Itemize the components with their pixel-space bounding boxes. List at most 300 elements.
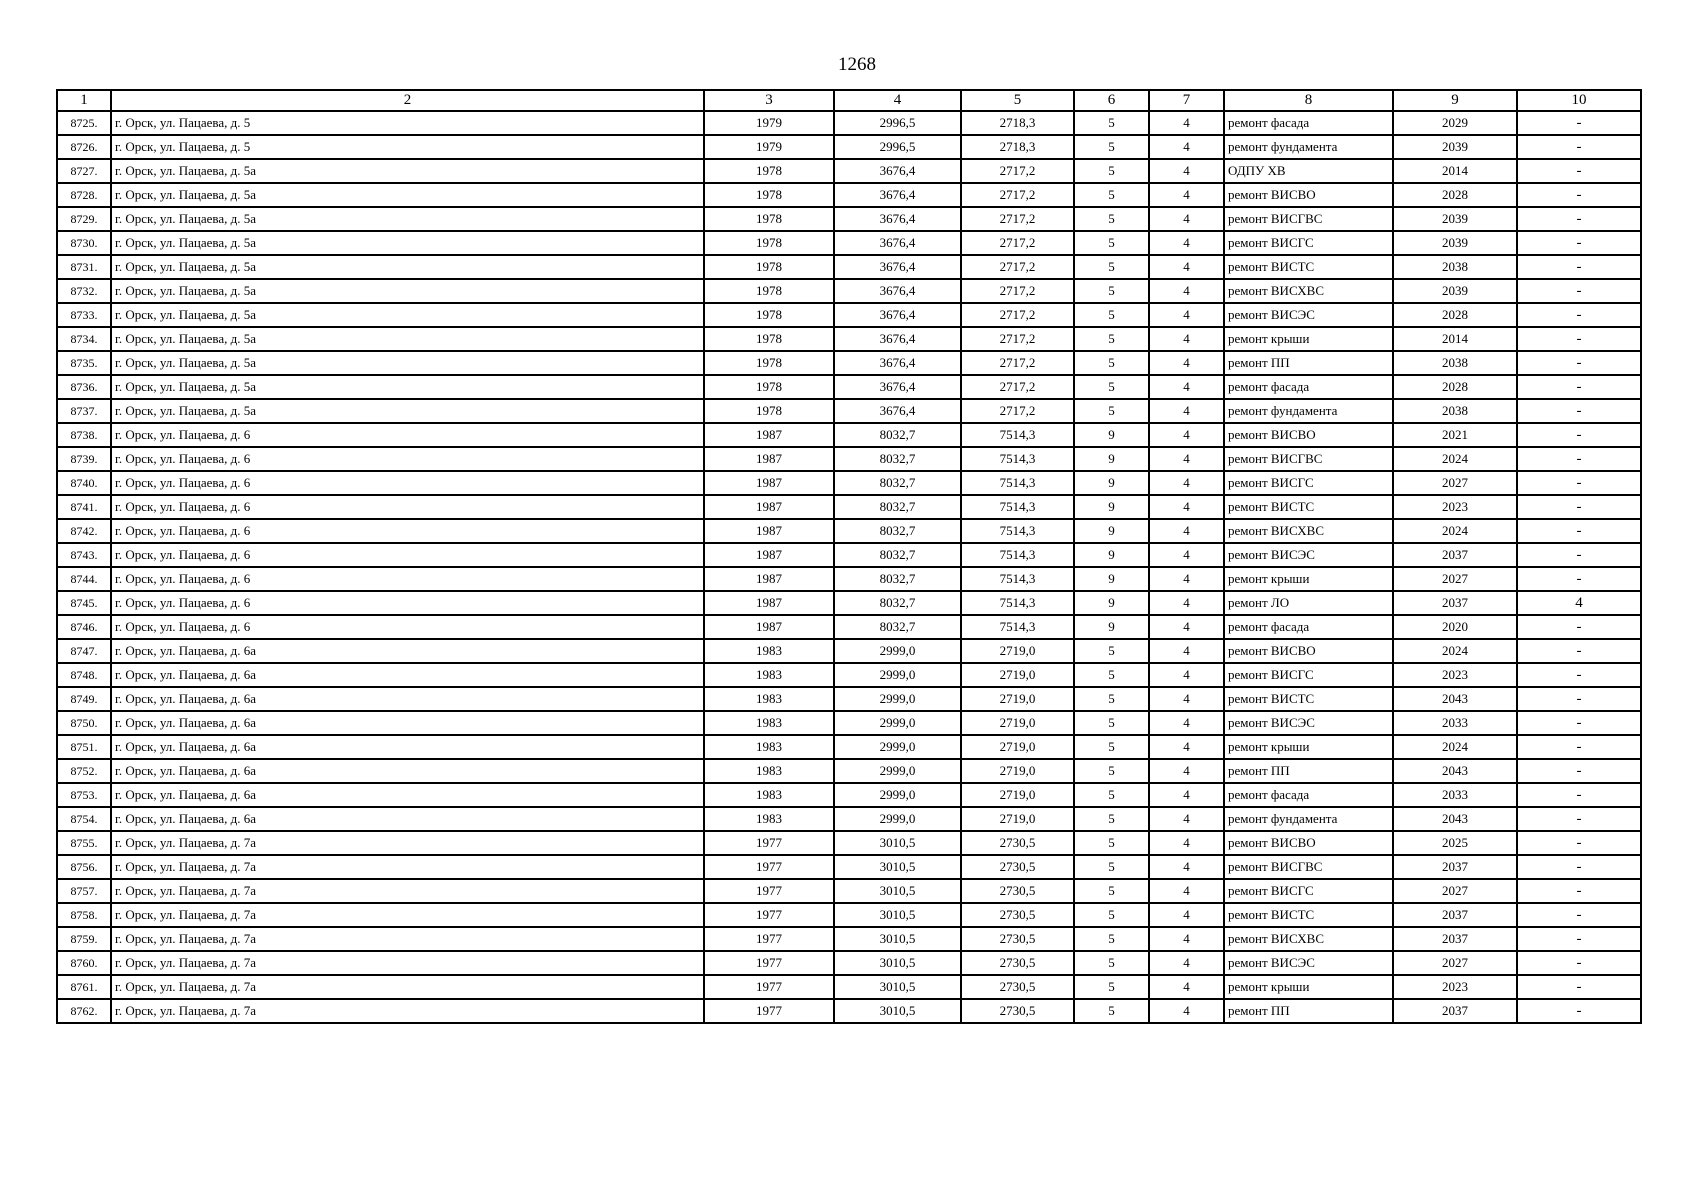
cell-total-area: 2999,0 — [834, 663, 961, 687]
cell-living-area: 7514,3 — [961, 447, 1074, 471]
cell-planned-year: 2033 — [1393, 783, 1517, 807]
cell-extra-value: - — [1517, 543, 1641, 567]
table-row — [57, 231, 1641, 255]
cell-year-built: 1987 — [704, 567, 834, 591]
cell-row-number: 8750. — [57, 711, 111, 735]
cell-planned-year: 2037 — [1393, 855, 1517, 879]
cell-living-area: 7514,3 — [961, 519, 1074, 543]
cell-total-area: 3010,5 — [834, 903, 961, 927]
cell-total-area: 3010,5 — [834, 975, 961, 999]
cell-row-number: 8748. — [57, 663, 111, 687]
cell-row-number: 8757. — [57, 879, 111, 903]
cell-living-area: 7514,3 — [961, 471, 1074, 495]
cell-entrances: 4 — [1149, 135, 1224, 159]
cell-living-area: 7514,3 — [961, 423, 1074, 447]
cell-address: г. Орск, ул. Пацаева, д. 7а — [111, 879, 704, 903]
cell-total-area: 3676,4 — [834, 375, 961, 399]
cell-extra-value: - — [1517, 735, 1641, 759]
cell-extra-value: - — [1517, 159, 1641, 183]
cell-year-built: 1987 — [704, 543, 834, 567]
cell-planned-year: 2043 — [1393, 807, 1517, 831]
cell-extra-value: - — [1517, 615, 1641, 639]
cell-entrances: 4 — [1149, 375, 1224, 399]
cell-address: г. Орск, ул. Пацаева, д. 6а — [111, 807, 704, 831]
cell-entrances: 4 — [1149, 159, 1224, 183]
cell-total-area: 3010,5 — [834, 951, 961, 975]
cell-floors: 5 — [1074, 183, 1149, 207]
cell-extra-value: - — [1517, 879, 1641, 903]
cell-planned-year: 2023 — [1393, 975, 1517, 999]
cell-floors: 5 — [1074, 639, 1149, 663]
cell-entrances: 4 — [1149, 831, 1224, 855]
cell-extra-value: - — [1517, 207, 1641, 231]
table-row — [57, 975, 1641, 999]
cell-planned-year: 2043 — [1393, 687, 1517, 711]
cell-planned-year: 2038 — [1393, 255, 1517, 279]
cell-address: г. Орск, ул. Пацаева, д. 6 — [111, 591, 704, 615]
cell-entrances: 4 — [1149, 855, 1224, 879]
cell-address: г. Орск, ул. Пацаева, д. 6 — [111, 567, 704, 591]
cell-address: г. Орск, ул. Пацаева, д. 5 — [111, 111, 704, 135]
cell-extra-value: - — [1517, 999, 1641, 1023]
cell-living-area: 2717,2 — [961, 255, 1074, 279]
cell-work-type: ремонт фундамента — [1224, 399, 1393, 423]
cell-year-built: 1987 — [704, 447, 834, 471]
cell-floors: 5 — [1074, 975, 1149, 999]
cell-living-area: 2717,2 — [961, 399, 1074, 423]
table-row — [57, 951, 1641, 975]
cell-living-area: 2719,0 — [961, 783, 1074, 807]
cell-year-built: 1983 — [704, 783, 834, 807]
cell-total-area: 8032,7 — [834, 519, 961, 543]
cell-year-built: 1983 — [704, 639, 834, 663]
cell-address: г. Орск, ул. Пацаева, д. 5а — [111, 375, 704, 399]
table-row — [57, 663, 1641, 687]
cell-address: г. Орск, ул. Пацаева, д. 7а — [111, 855, 704, 879]
column-header-4: 4 — [834, 90, 961, 111]
cell-extra-value: - — [1517, 903, 1641, 927]
cell-row-number: 8737. — [57, 399, 111, 423]
cell-extra-value: - — [1517, 663, 1641, 687]
cell-row-number: 8751. — [57, 735, 111, 759]
cell-total-area: 2999,0 — [834, 783, 961, 807]
cell-floors: 9 — [1074, 495, 1149, 519]
cell-floors: 5 — [1074, 759, 1149, 783]
cell-extra-value: - — [1517, 567, 1641, 591]
cell-floors: 9 — [1074, 447, 1149, 471]
cell-living-area: 2719,0 — [961, 759, 1074, 783]
cell-entrances: 4 — [1149, 543, 1224, 567]
cell-entrances: 4 — [1149, 807, 1224, 831]
cell-living-area: 2719,0 — [961, 711, 1074, 735]
cell-total-area: 3676,4 — [834, 207, 961, 231]
cell-planned-year: 2023 — [1393, 495, 1517, 519]
cell-row-number: 8747. — [57, 639, 111, 663]
cell-total-area: 3010,5 — [834, 855, 961, 879]
cell-floors: 5 — [1074, 303, 1149, 327]
cell-planned-year: 2020 — [1393, 615, 1517, 639]
table-row — [57, 999, 1641, 1023]
cell-year-built: 1979 — [704, 111, 834, 135]
cell-total-area: 2999,0 — [834, 735, 961, 759]
cell-extra-value: - — [1517, 471, 1641, 495]
cell-extra-value: - — [1517, 183, 1641, 207]
table-body — [57, 111, 1641, 1023]
cell-extra-value: - — [1517, 231, 1641, 255]
cell-address: г. Орск, ул. Пацаева, д. 6 — [111, 423, 704, 447]
cell-entrances: 4 — [1149, 927, 1224, 951]
column-header-3: 3 — [704, 90, 834, 111]
cell-address: г. Орск, ул. Пацаева, д. 5а — [111, 255, 704, 279]
cell-work-type: ремонт ПП — [1224, 759, 1393, 783]
cell-year-built: 1987 — [704, 471, 834, 495]
cell-planned-year: 2037 — [1393, 591, 1517, 615]
cell-entrances: 4 — [1149, 735, 1224, 759]
cell-row-number: 8759. — [57, 927, 111, 951]
cell-living-area: 2730,5 — [961, 951, 1074, 975]
cell-work-type: ремонт ВИСВО — [1224, 831, 1393, 855]
cell-extra-value: - — [1517, 303, 1641, 327]
cell-work-type: ремонт крыши — [1224, 567, 1393, 591]
table-row — [57, 855, 1641, 879]
cell-row-number: 8744. — [57, 567, 111, 591]
cell-year-built: 1978 — [704, 399, 834, 423]
cell-work-type: ремонт ВИСГС — [1224, 663, 1393, 687]
cell-total-area: 8032,7 — [834, 423, 961, 447]
cell-total-area: 8032,7 — [834, 471, 961, 495]
table-row — [57, 879, 1641, 903]
table-row — [57, 615, 1641, 639]
table-row — [57, 519, 1641, 543]
table-row — [57, 255, 1641, 279]
cell-extra-value: - — [1517, 519, 1641, 543]
cell-year-built: 1987 — [704, 615, 834, 639]
cell-row-number: 8734. — [57, 327, 111, 351]
cell-entrances: 4 — [1149, 423, 1224, 447]
cell-address: г. Орск, ул. Пацаева, д. 5а — [111, 351, 704, 375]
cell-entrances: 4 — [1149, 303, 1224, 327]
cell-floors: 5 — [1074, 807, 1149, 831]
cell-living-area: 2717,2 — [961, 159, 1074, 183]
cell-floors: 5 — [1074, 255, 1149, 279]
cell-year-built: 1977 — [704, 927, 834, 951]
table-row — [57, 351, 1641, 375]
cell-extra-value: - — [1517, 351, 1641, 375]
cell-living-area: 2719,0 — [961, 807, 1074, 831]
cell-work-type: ремонт ВИСХВС — [1224, 519, 1393, 543]
cell-floors: 5 — [1074, 831, 1149, 855]
cell-planned-year: 2027 — [1393, 879, 1517, 903]
cell-extra-value: - — [1517, 279, 1641, 303]
cell-work-type: ремонт крыши — [1224, 735, 1393, 759]
cell-planned-year: 2039 — [1393, 135, 1517, 159]
cell-planned-year: 2037 — [1393, 927, 1517, 951]
cell-living-area: 2730,5 — [961, 999, 1074, 1023]
cell-floors: 5 — [1074, 999, 1149, 1023]
table-row — [57, 375, 1641, 399]
cell-address: г. Орск, ул. Пацаева, д. 6а — [111, 711, 704, 735]
table-row — [57, 159, 1641, 183]
cell-floors: 9 — [1074, 519, 1149, 543]
cell-work-type: ремонт крыши — [1224, 327, 1393, 351]
cell-row-number: 8758. — [57, 903, 111, 927]
cell-work-type: ремонт ВИСГВС — [1224, 855, 1393, 879]
cell-address: г. Орск, ул. Пацаева, д. 7а — [111, 975, 704, 999]
cell-extra-value: - — [1517, 399, 1641, 423]
table-row — [57, 111, 1641, 135]
cell-floors: 9 — [1074, 543, 1149, 567]
cell-planned-year: 2028 — [1393, 375, 1517, 399]
cell-planned-year: 2025 — [1393, 831, 1517, 855]
cell-floors: 9 — [1074, 615, 1149, 639]
cell-total-area: 3676,4 — [834, 183, 961, 207]
cell-entrances: 4 — [1149, 999, 1224, 1023]
cell-row-number: 8746. — [57, 615, 111, 639]
cell-work-type: ремонт ВИСЭС — [1224, 543, 1393, 567]
cell-row-number: 8762. — [57, 999, 111, 1023]
column-header-5: 5 — [961, 90, 1074, 111]
table-row — [57, 639, 1641, 663]
cell-year-built: 1977 — [704, 975, 834, 999]
cell-year-built: 1987 — [704, 519, 834, 543]
cell-work-type: ремонт ВИСТС — [1224, 687, 1393, 711]
cell-work-type: ремонт ВИСТС — [1224, 255, 1393, 279]
cell-floors: 5 — [1074, 351, 1149, 375]
cell-address: г. Орск, ул. Пацаева, д. 6а — [111, 783, 704, 807]
cell-address: г. Орск, ул. Пацаева, д. 5а — [111, 303, 704, 327]
cell-address: г. Орск, ул. Пацаева, д. 5а — [111, 327, 704, 351]
cell-planned-year: 2028 — [1393, 303, 1517, 327]
cell-work-type: ремонт ВИСГВС — [1224, 447, 1393, 471]
cell-planned-year: 2043 — [1393, 759, 1517, 783]
cell-entrances: 4 — [1149, 519, 1224, 543]
cell-address: г. Орск, ул. Пацаева, д. 5а — [111, 207, 704, 231]
cell-year-built: 1978 — [704, 375, 834, 399]
cell-extra-value: - — [1517, 495, 1641, 519]
cell-floors: 5 — [1074, 903, 1149, 927]
cell-year-built: 1978 — [704, 303, 834, 327]
table-row — [57, 591, 1641, 615]
cell-living-area: 2717,2 — [961, 183, 1074, 207]
cell-extra-value: - — [1517, 759, 1641, 783]
cell-year-built: 1978 — [704, 255, 834, 279]
cell-planned-year: 2037 — [1393, 543, 1517, 567]
cell-living-area: 2717,2 — [961, 351, 1074, 375]
cell-living-area: 2730,5 — [961, 879, 1074, 903]
cell-floors: 5 — [1074, 711, 1149, 735]
cell-year-built: 1977 — [704, 999, 834, 1023]
cell-row-number: 8728. — [57, 183, 111, 207]
cell-entrances: 4 — [1149, 207, 1224, 231]
cell-year-built: 1977 — [704, 903, 834, 927]
cell-row-number: 8732. — [57, 279, 111, 303]
cell-planned-year: 2039 — [1393, 231, 1517, 255]
cell-extra-value: - — [1517, 255, 1641, 279]
cell-floors: 5 — [1074, 375, 1149, 399]
cell-address: г. Орск, ул. Пацаева, д. 6а — [111, 639, 704, 663]
cell-address: г. Орск, ул. Пацаева, д. 5 — [111, 135, 704, 159]
cell-total-area: 8032,7 — [834, 591, 961, 615]
cell-planned-year: 2027 — [1393, 567, 1517, 591]
cell-total-area: 2999,0 — [834, 711, 961, 735]
cell-entrances: 4 — [1149, 183, 1224, 207]
cell-row-number: 8736. — [57, 375, 111, 399]
cell-floors: 5 — [1074, 135, 1149, 159]
table-row — [57, 447, 1641, 471]
cell-address: г. Орск, ул. Пацаева, д. 6а — [111, 663, 704, 687]
cell-floors: 9 — [1074, 567, 1149, 591]
table-row — [57, 759, 1641, 783]
cell-work-type: ремонт ВИСЭС — [1224, 951, 1393, 975]
cell-extra-value: - — [1517, 855, 1641, 879]
cell-floors: 5 — [1074, 207, 1149, 231]
cell-address: г. Орск, ул. Пацаева, д. 6 — [111, 471, 704, 495]
cell-row-number: 8755. — [57, 831, 111, 855]
cell-living-area: 2718,3 — [961, 111, 1074, 135]
cell-extra-value: - — [1517, 807, 1641, 831]
column-header-9: 9 — [1393, 90, 1517, 111]
cell-address: г. Орск, ул. Пацаева, д. 7а — [111, 903, 704, 927]
cell-entrances: 4 — [1149, 759, 1224, 783]
table-row — [57, 135, 1641, 159]
cell-entrances: 4 — [1149, 711, 1224, 735]
cell-entrances: 4 — [1149, 327, 1224, 351]
cell-floors: 5 — [1074, 279, 1149, 303]
table-row — [57, 783, 1641, 807]
cell-living-area: 2718,3 — [961, 135, 1074, 159]
cell-entrances: 4 — [1149, 495, 1224, 519]
cell-total-area: 3010,5 — [834, 831, 961, 855]
cell-total-area: 3010,5 — [834, 927, 961, 951]
cell-address: г. Орск, ул. Пацаева, д. 6 — [111, 495, 704, 519]
cell-year-built: 1978 — [704, 207, 834, 231]
cell-work-type: ремонт крыши — [1224, 975, 1393, 999]
cell-row-number: 8735. — [57, 351, 111, 375]
cell-entrances: 4 — [1149, 615, 1224, 639]
cell-year-built: 1983 — [704, 687, 834, 711]
cell-row-number: 8756. — [57, 855, 111, 879]
cell-floors: 5 — [1074, 951, 1149, 975]
cell-extra-value: - — [1517, 687, 1641, 711]
column-header-10: 10 — [1517, 90, 1641, 111]
cell-row-number: 8745. — [57, 591, 111, 615]
cell-work-type: ремонт фундамента — [1224, 135, 1393, 159]
cell-address: г. Орск, ул. Пацаева, д. 7а — [111, 831, 704, 855]
cell-planned-year: 2021 — [1393, 423, 1517, 447]
cell-row-number: 8743. — [57, 543, 111, 567]
cell-year-built: 1987 — [704, 495, 834, 519]
cell-total-area: 3676,4 — [834, 159, 961, 183]
cell-floors: 9 — [1074, 423, 1149, 447]
cell-work-type: ремонт ВИСЭС — [1224, 711, 1393, 735]
cell-entrances: 4 — [1149, 111, 1224, 135]
cell-planned-year: 2024 — [1393, 639, 1517, 663]
table-row — [57, 567, 1641, 591]
cell-planned-year: 2029 — [1393, 111, 1517, 135]
cell-living-area: 2719,0 — [961, 663, 1074, 687]
cell-floors: 5 — [1074, 111, 1149, 135]
cell-extra-value: - — [1517, 783, 1641, 807]
cell-entrances: 4 — [1149, 951, 1224, 975]
cell-address: г. Орск, ул. Пацаева, д. 7а — [111, 999, 704, 1023]
cell-extra-value: - — [1517, 951, 1641, 975]
cell-address: г. Орск, ул. Пацаева, д. 5а — [111, 159, 704, 183]
cell-total-area: 8032,7 — [834, 495, 961, 519]
cell-living-area: 7514,3 — [961, 495, 1074, 519]
cell-living-area: 2719,0 — [961, 639, 1074, 663]
cell-living-area: 7514,3 — [961, 591, 1074, 615]
cell-address: г. Орск, ул. Пацаева, д. 6 — [111, 543, 704, 567]
cell-year-built: 1978 — [704, 351, 834, 375]
cell-living-area: 2717,2 — [961, 231, 1074, 255]
cell-year-built: 1978 — [704, 279, 834, 303]
cell-address: г. Орск, ул. Пацаева, д. 6 — [111, 447, 704, 471]
cell-entrances: 4 — [1149, 783, 1224, 807]
cell-address: г. Орск, ул. Пацаева, д. 5а — [111, 399, 704, 423]
cell-entrances: 4 — [1149, 231, 1224, 255]
cell-planned-year: 2037 — [1393, 999, 1517, 1023]
cell-work-type: ремонт ВИСГВС — [1224, 207, 1393, 231]
table-row — [57, 543, 1641, 567]
column-header-7: 7 — [1149, 90, 1224, 111]
cell-floors: 5 — [1074, 231, 1149, 255]
table-row — [57, 927, 1641, 951]
cell-living-area: 2730,5 — [961, 975, 1074, 999]
cell-planned-year: 2027 — [1393, 951, 1517, 975]
cell-entrances: 4 — [1149, 255, 1224, 279]
cell-row-number: 8727. — [57, 159, 111, 183]
cell-planned-year: 2038 — [1393, 351, 1517, 375]
cell-work-type: ремонт ВИСЭС — [1224, 303, 1393, 327]
cell-entrances: 4 — [1149, 687, 1224, 711]
cell-extra-value: - — [1517, 375, 1641, 399]
table-row — [57, 903, 1641, 927]
cell-entrances: 4 — [1149, 663, 1224, 687]
column-header-2: 2 — [111, 90, 704, 111]
cell-planned-year: 2014 — [1393, 159, 1517, 183]
table-row — [57, 207, 1641, 231]
cell-floors: 5 — [1074, 927, 1149, 951]
cell-address: г. Орск, ул. Пацаева, д. 6а — [111, 735, 704, 759]
cell-address: г. Орск, ул. Пацаева, д. 6 — [111, 519, 704, 543]
table-row — [57, 399, 1641, 423]
cell-living-area: 2717,2 — [961, 279, 1074, 303]
cell-row-number: 8752. — [57, 759, 111, 783]
cell-total-area: 3676,4 — [834, 351, 961, 375]
cell-year-built: 1987 — [704, 591, 834, 615]
cell-total-area: 8032,7 — [834, 567, 961, 591]
cell-row-number: 8741. — [57, 495, 111, 519]
cell-work-type: ремонт ПП — [1224, 351, 1393, 375]
cell-year-built: 1978 — [704, 159, 834, 183]
cell-work-type: ремонт ЛО — [1224, 591, 1393, 615]
cell-entrances: 4 — [1149, 279, 1224, 303]
cell-total-area: 2996,5 — [834, 135, 961, 159]
cell-total-area: 2999,0 — [834, 759, 961, 783]
cell-living-area: 7514,3 — [961, 543, 1074, 567]
cell-total-area: 2999,0 — [834, 807, 961, 831]
cell-floors: 5 — [1074, 879, 1149, 903]
table-row — [57, 831, 1641, 855]
cell-year-built: 1978 — [704, 183, 834, 207]
cell-planned-year: 2024 — [1393, 447, 1517, 471]
cell-planned-year: 2014 — [1393, 327, 1517, 351]
cell-floors: 5 — [1074, 735, 1149, 759]
table-row — [57, 807, 1641, 831]
cell-extra-value: - — [1517, 975, 1641, 999]
cell-address: г. Орск, ул. Пацаева, д. 6а — [111, 759, 704, 783]
cell-extra-value: - — [1517, 831, 1641, 855]
